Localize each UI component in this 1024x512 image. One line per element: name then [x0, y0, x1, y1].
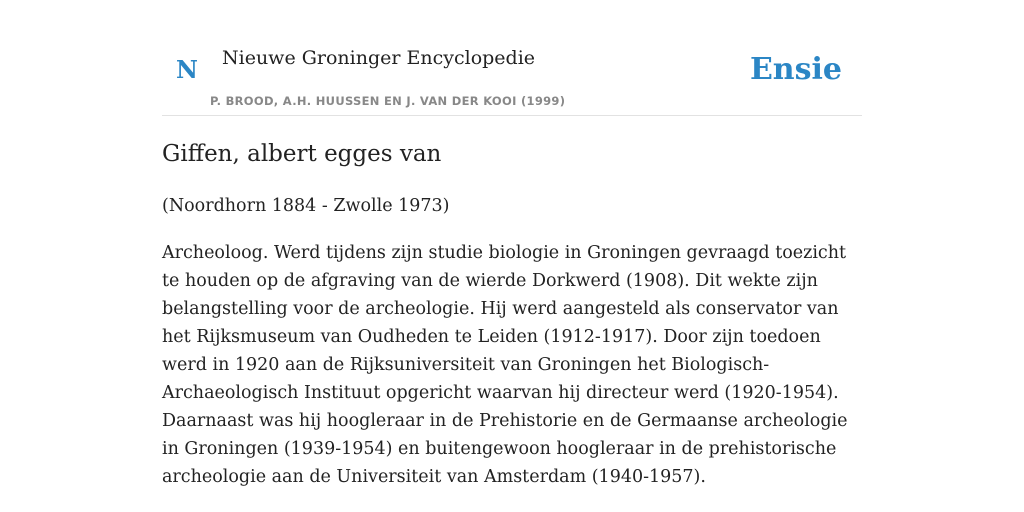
book-authors: P. BROOD, A.H. HUUSSEN EN J. VAN DER KOOI (1999) — [210, 94, 566, 108]
entry-title: Giffen, albert egges van — [162, 141, 442, 167]
book-title-link[interactable]: Nieuwe Groninger Encyclopedie — [222, 47, 536, 69]
entry-body: Archeoloog. Werd tijdens zijn studie biologie in Groningen gevraagd toezicht te houden op de afgraving van de wierde Dorkwerd (1908). Dit wekte zijn belangstelling voor de archeologie. Hij werd aangesteld als conservator van het Rijksmuseum van Oudheden te Leiden (1912-1917). Door zijn toedoen werd in 1920 aan de Rijksuniversiteit van Groningen het Biologisch-Archaeologisch Instituut opgericht waarvan hij directeur werd (1920-1954). Daarnaast was hij hoogleraar in de Prehistorie en de Germaanse archeologie in Groningen (1939-1954) en buitengewoon hoogleraar in de prehistorische archeologie aan de Universiteit van Amsterdam (1940-1957). — [162, 243, 848, 487]
source-logo[interactable]: N — [176, 55, 198, 84]
entry-dates: (Noordhorn 1884 - Zwolle 1973) — [162, 196, 450, 216]
source-header — [162, 0, 862, 116]
ensie-brand-logo[interactable]: Ensie — [749, 52, 842, 87]
